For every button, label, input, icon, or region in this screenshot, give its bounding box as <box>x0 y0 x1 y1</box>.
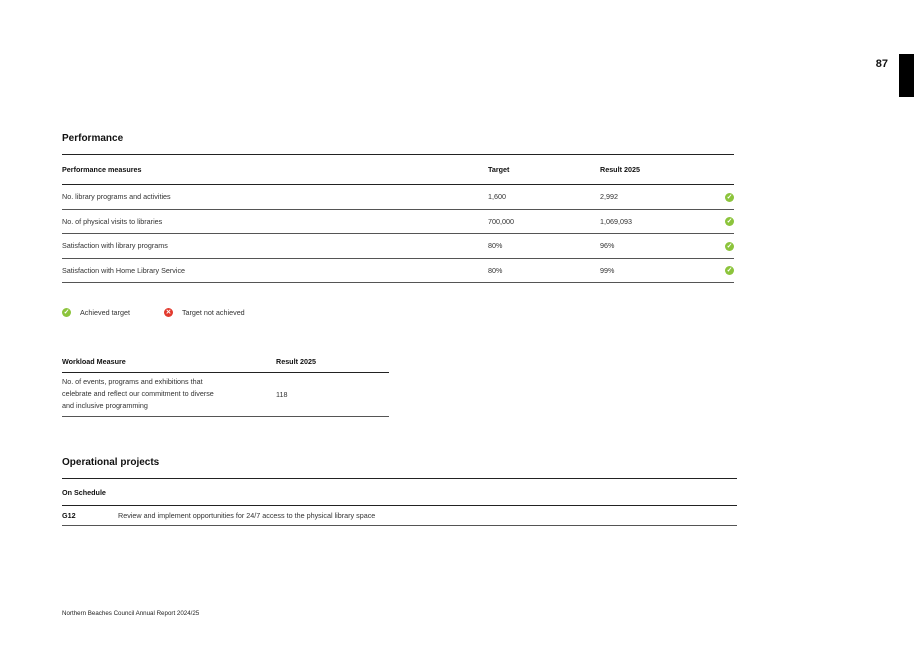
measure-cell: Satisfaction with Home Library Service <box>62 265 186 275</box>
legend-achieved-label: Achieved target <box>80 308 130 317</box>
result-cell: 1,069,093 <box>600 216 632 226</box>
table-row <box>62 258 734 283</box>
cross-circle-icon: ✕ <box>165 309 172 316</box>
legend-not-achieved <box>164 308 245 317</box>
header-workload-result: Result 2025 <box>276 352 389 372</box>
workload-measure-cell: No. of events, programs and exhibitions that celebrate and reflect our commitment to diverse and inclusive programming <box>62 377 214 410</box>
project-description: Review and implement opportunities for 24/7 access to the physical library space <box>118 511 376 520</box>
table-row <box>62 372 389 416</box>
result-cell: 99% <box>600 265 615 275</box>
result-cell: 2,992 <box>600 192 618 202</box>
measure-cell: No. library programs and activities <box>62 192 171 202</box>
check-circle-icon: ✓ <box>726 193 733 201</box>
performance-table <box>62 154 734 283</box>
operational-projects-table <box>62 478 737 526</box>
table-row <box>62 185 734 210</box>
status-legend <box>62 308 279 317</box>
header-result: Result 2025 <box>600 155 712 185</box>
page-edge-tab <box>899 54 914 97</box>
table-row <box>62 209 734 234</box>
workload-result-cell: 118 <box>276 389 288 399</box>
operational-projects-title: Operational projects <box>62 457 160 468</box>
target-cell: 700,000 <box>488 216 514 226</box>
target-cell: 1,600 <box>488 192 506 202</box>
footer-text: Northern Beaches Council Annual Report 2024/25 <box>62 610 200 617</box>
page-number: 87 <box>875 58 888 70</box>
workload-header-row <box>62 352 389 372</box>
legend-achieved <box>62 308 130 317</box>
header-on-schedule: On Schedule <box>62 479 737 506</box>
legend-not-achieved-label: Target not achieved <box>181 308 245 317</box>
header-workload-measure: Workload Measure <box>62 352 276 372</box>
target-cell: 80% <box>488 241 503 251</box>
target-cell: 80% <box>488 265 503 275</box>
check-circle-icon: ✓ <box>726 242 733 250</box>
performance-header-row <box>62 155 734 185</box>
performance-title: Performance <box>62 133 124 144</box>
header-target: Target <box>488 155 600 185</box>
measure-cell: No. of physical visits to libraries <box>62 216 163 226</box>
operational-header-row <box>62 479 737 506</box>
check-circle-icon: ✓ <box>726 267 733 275</box>
header-status <box>712 155 734 185</box>
table-row <box>62 506 737 526</box>
header-measure: Performance measures <box>62 155 488 185</box>
check-circle-icon: ✓ <box>63 309 70 316</box>
project-code: G12 <box>62 511 76 520</box>
measure-cell: Satisfaction with library programs <box>62 241 168 251</box>
table-row <box>62 234 734 259</box>
check-circle-icon: ✓ <box>726 218 733 226</box>
result-cell: 96% <box>600 241 615 251</box>
workload-table <box>62 352 389 417</box>
